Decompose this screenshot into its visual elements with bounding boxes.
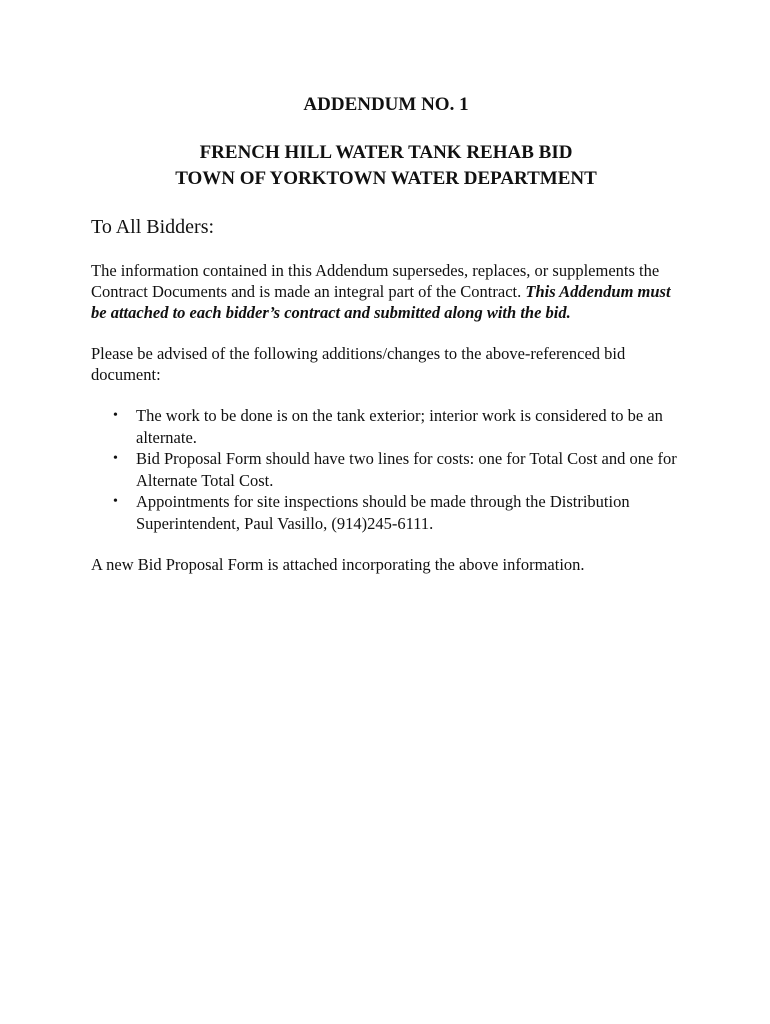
addendum-title: ADDENDUM NO. 1: [303, 94, 469, 115]
bullet-icon: •: [113, 494, 118, 509]
intro-paragraph: [91, 260, 681, 323]
list-item-text: Appointments for site inspections should be made through the Distribution Superintendent, Paul Vasillo, (914)245-6111.: [136, 492, 630, 533]
list-item-text: Bid Proposal Form should have two lines for costs: one for Total Cost and one for Alternate Total Cost.: [136, 449, 677, 490]
list-item: [91, 448, 681, 491]
project-heading: [91, 140, 681, 192]
intro-text: The information contained in this Addendum supersedes, replaces, or supplements the Contract Documents and is made an integral part of the Contract.: [91, 261, 660, 301]
document-body: [91, 92, 681, 575]
list-item-text: The work to be done is on the tank exterior; interior work is considered to be an alternate.: [136, 406, 663, 447]
department-title: TOWN OF YORKTOWN WATER DEPARTMENT: [175, 168, 597, 189]
project-title: FRENCH HILL WATER TANK REHAB BID: [199, 142, 573, 163]
intro-emphasis: This Addendum must be attached to each bidder’s contract and submitted along with the bid.: [91, 282, 671, 322]
advice-paragraph: Please be advised of the following additions/changes to the above-referenced bid document:: [91, 344, 626, 384]
bullet-icon: •: [113, 408, 118, 423]
list-item: [91, 405, 681, 448]
salutation: To All Bidders:: [91, 216, 215, 238]
changes-list: [91, 405, 681, 534]
list-item: [91, 491, 681, 534]
bullet-icon: •: [113, 451, 118, 466]
closing-paragraph: A new Bid Proposal Form is attached incorporating the above information.: [91, 555, 585, 574]
